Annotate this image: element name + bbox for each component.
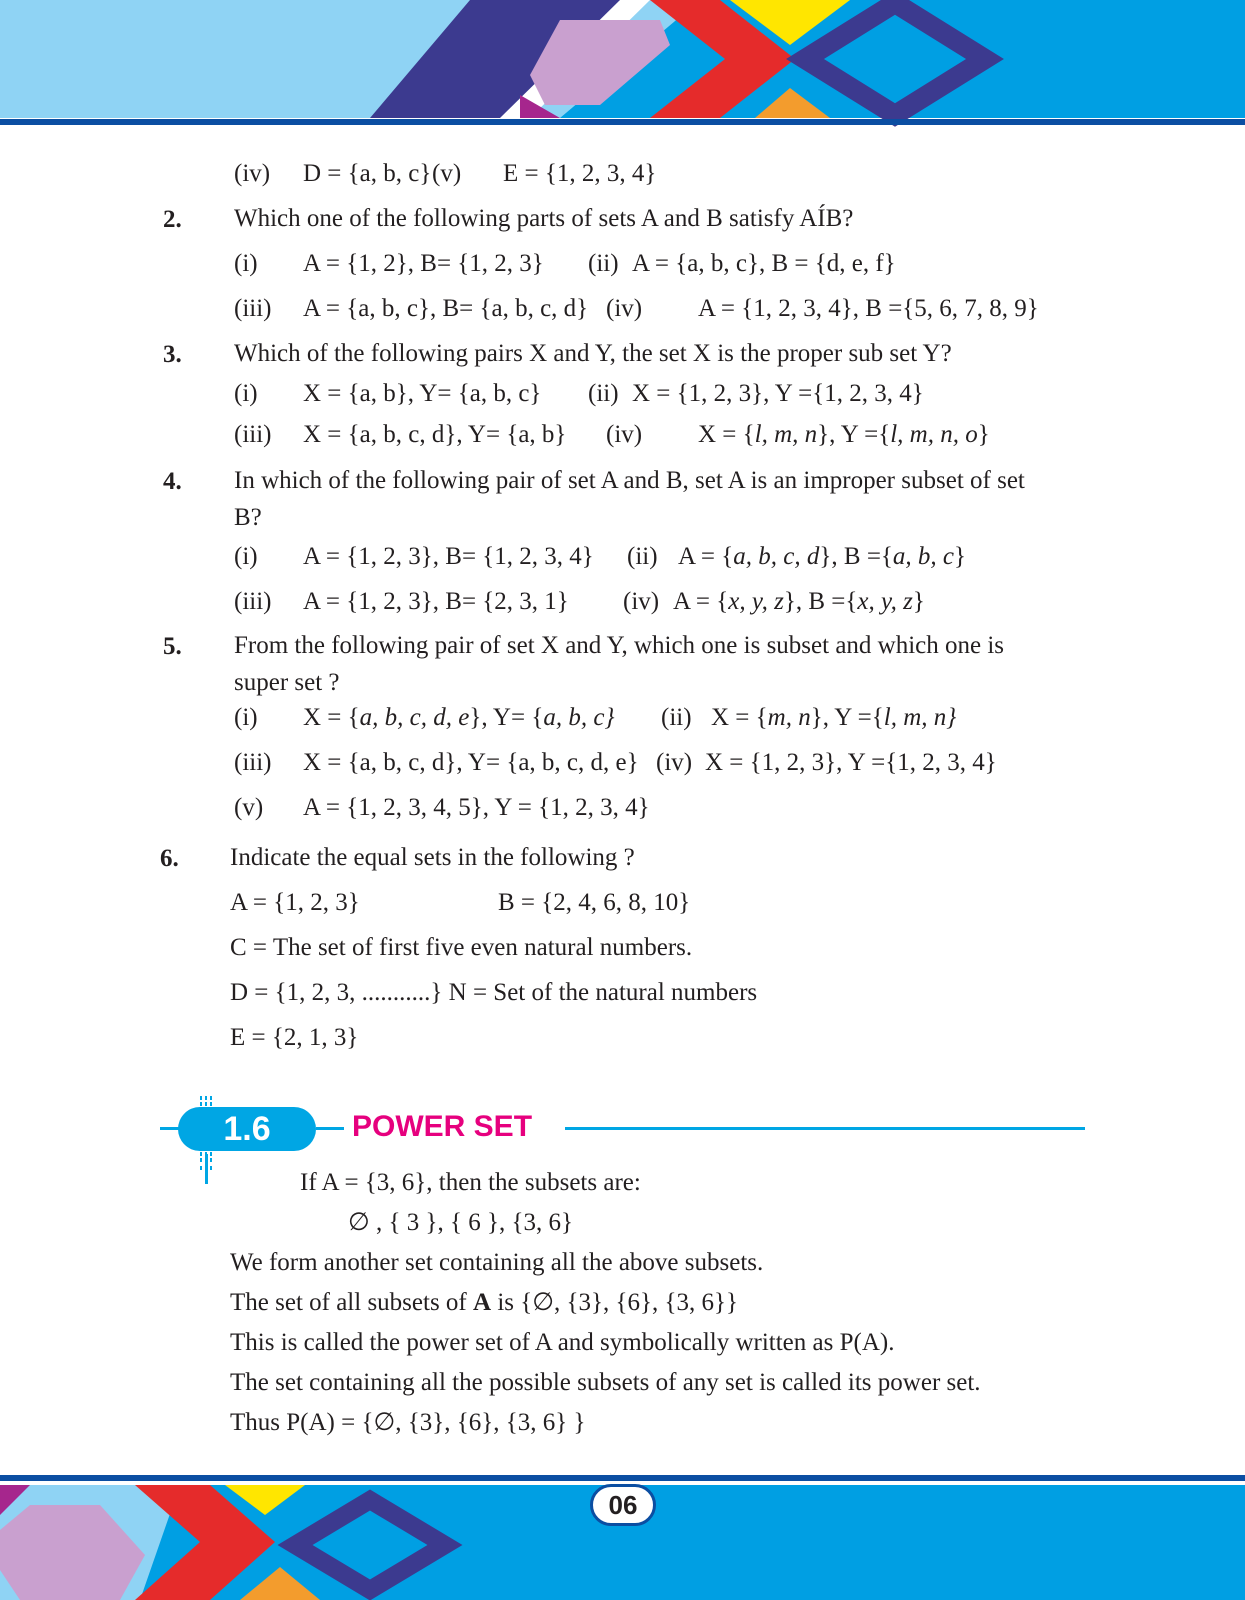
set-b: B = {2, 4, 6, 8, 10} <box>498 889 691 916</box>
q2-option-ii-label: (ii) <box>588 250 619 277</box>
power-line-5: This is called the power set of A and symbolically written as P(A). <box>230 1329 895 1356</box>
q4-option-iv-label: (iv) <box>623 588 660 615</box>
q5-option-v-text: A = {1, 2, 3, 4, 5}, Y = {1, 2, 3, 4} <box>303 794 650 821</box>
q3-number: 3. <box>163 341 182 368</box>
q2-text: Which one of the following parts of sets A and B satisfy AÍB? <box>234 205 854 232</box>
q5-option-ii-text: X = {m, n}, Y ={l, m, n} <box>711 704 957 731</box>
q4-option-i-text: A = {1, 2, 3}, B= {1, 2, 3, 4} <box>303 543 594 570</box>
power-line-1: If A = {3, 6}, then the subsets are: <box>300 1169 641 1196</box>
q3-text: Which of the following pairs X and Y, the set X is the proper sub set Y? <box>234 340 952 367</box>
q4-text-line2: B? <box>234 504 262 531</box>
heading-rule-mid <box>316 1127 344 1130</box>
power-line-4: The set of all subsets of A is {∅, {3}, {6}, {3, 6}} <box>230 1289 739 1316</box>
q5-number: 5. <box>163 633 182 660</box>
q4-option-i-label: (i) <box>234 543 258 570</box>
page-number: 06 <box>590 1484 656 1526</box>
q5-option-v-label: (v) <box>234 794 264 821</box>
section-number: 1.6 <box>223 1110 271 1148</box>
q4-option-iii-label: (iii) <box>234 588 272 615</box>
power-line-2: ∅ , { 3 }, { 6 }, {3, 6} <box>348 1209 574 1236</box>
set-d: D = {1, 2, 3, ...........} N = Set of the natural numbers <box>230 979 758 1006</box>
q2-option-iv-text: A = {1, 2, 3, 4}, B ={5, 6, 7, 8, 9} <box>698 295 1039 322</box>
q2-number: 2. <box>163 206 182 233</box>
q5-option-ii-label: (ii) <box>661 704 692 731</box>
q5-option-iv-text: X = {1, 2, 3}, Y ={1, 2, 3, 4} <box>705 749 997 776</box>
power-line-7: Thus P(A) = {∅, {3}, {6}, {3, 6} } <box>230 1409 586 1436</box>
q2-option-iii-label: (iii) <box>234 295 272 322</box>
q3-option-iv-text: X = {l, m, n}, Y ={l, m, n, o} <box>698 421 990 448</box>
q4-option-ii-text: A = {a, b, c, d}, B ={a, b, c} <box>678 543 967 570</box>
q4-option-iii-text: A = {1, 2, 3}, B= {2, 3, 1} <box>303 588 569 615</box>
q1-option-v-text: E = {1, 2, 3, 4} <box>503 160 657 187</box>
q5-option-i-text: X = {a, b, c, d, e}, Y= {a, b, c} <box>303 704 615 731</box>
set-a: A = {1, 2, 3} <box>230 889 360 916</box>
q5-text-line1: From the following pair of set X and Y, which one is subset and which one is <box>234 632 1005 659</box>
section-title: POWER SET <box>352 1110 533 1143</box>
q5-option-iii-text: X = {a, b, c, d}, Y= {a, b, c, d, e} <box>303 749 639 776</box>
q2-option-i-text: A = {1, 2}, B= {1, 2, 3} <box>303 250 544 277</box>
q5-option-i-label: (i) <box>234 704 258 731</box>
q4-text-line1: In which of the following pair of set A and B, set A is an improper subset of set <box>234 467 1025 494</box>
power-line-6: The set containing all the possible subsets of any set is called its power set. <box>230 1369 981 1396</box>
q3-option-ii-text: X = {1, 2, 3}, Y ={1, 2, 3, 4} <box>632 380 924 407</box>
set-c: C = The set of first five even natural numbers. <box>230 934 693 961</box>
q6-text: Indicate the equal sets in the following ? <box>230 844 635 871</box>
q3-option-i-text: X = {a, b}, Y= {a, b, c} <box>303 380 542 407</box>
q5-option-iv-label: (iv) <box>656 749 693 776</box>
q2-option-iii-text: A = {a, b, c}, B= {a, b, c, d} <box>303 295 589 322</box>
q3-option-iv-label: (iv) <box>606 421 643 448</box>
q4-number: 4. <box>163 468 182 495</box>
q3-option-i-label: (i) <box>234 380 258 407</box>
q4-option-ii-label: (ii) <box>627 543 658 570</box>
q2-option-i-label: (i) <box>234 250 258 277</box>
q1-option-iv-label: (iv) <box>234 160 271 187</box>
q3-option-ii-label: (ii) <box>588 380 619 407</box>
header-banner <box>0 0 1245 130</box>
heading-rule-right <box>565 1127 1085 1130</box>
q1-option-iv-text: D = {a, b, c} <box>303 160 432 187</box>
q5-text-line2: super set ? <box>234 669 340 696</box>
set-e: E = {2, 1, 3} <box>230 1024 359 1051</box>
q4-option-iv-text: A = {x, y, z}, B ={x, y, z} <box>673 588 925 615</box>
q2-option-ii-text: A = {a, b, c}, B = {d, e, f} <box>632 250 896 277</box>
q2-option-iv-label: (iv) <box>606 295 643 322</box>
q6-number: 6. <box>160 845 179 872</box>
q3-option-iii-text: X = {a, b, c, d}, Y= {a, b} <box>303 421 567 448</box>
power-line-3: We form another set containing all the above subsets. <box>230 1249 764 1276</box>
heading-rule-left <box>160 1127 180 1130</box>
q1-option-v-label: (v) <box>432 160 462 187</box>
q3-option-iii-label: (iii) <box>234 421 272 448</box>
q5-option-iii-label: (iii) <box>234 749 272 776</box>
